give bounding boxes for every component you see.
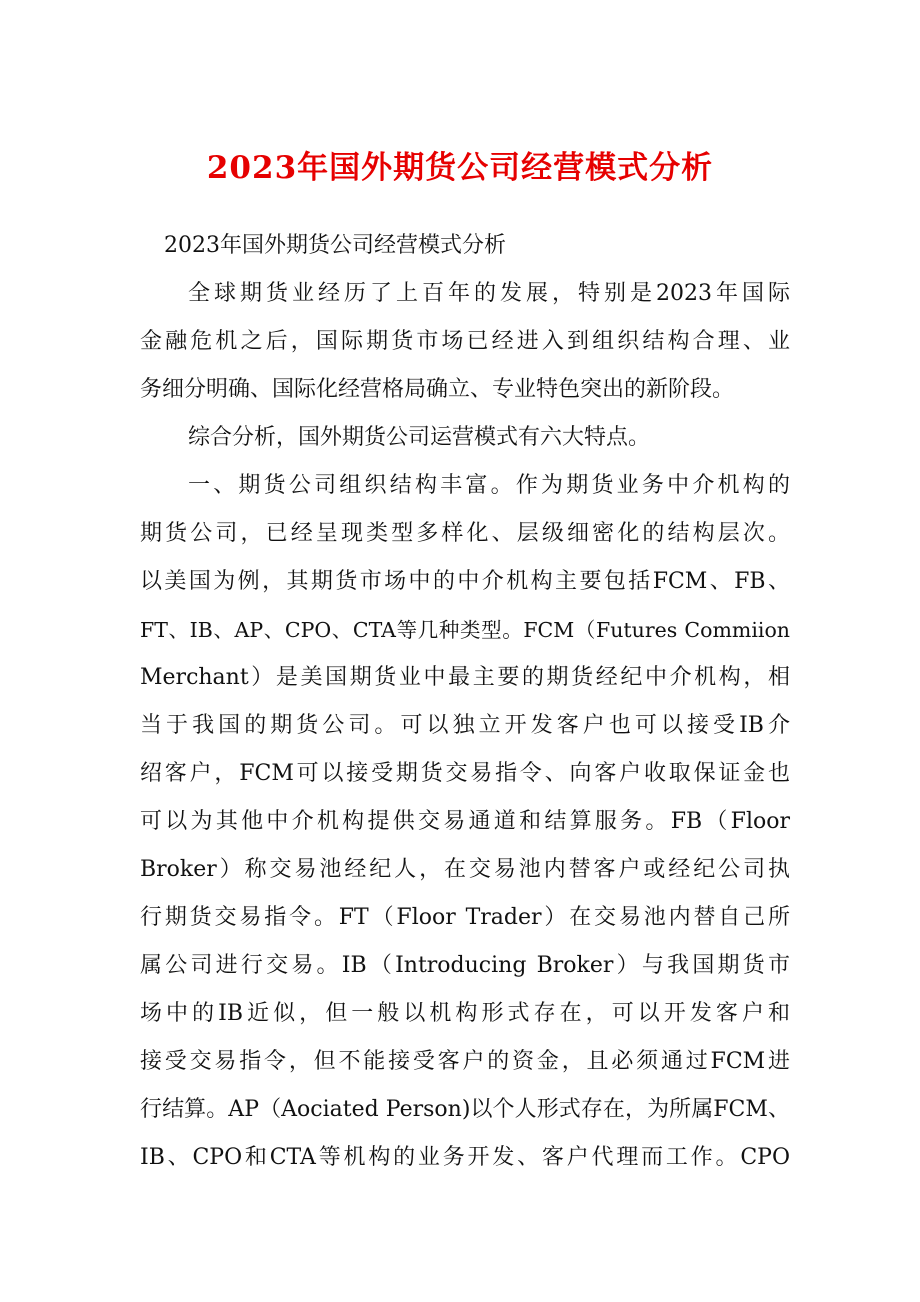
paragraph-line: 金融危机之后，国际期货市场已经进入到组织结构合理、业 [140,329,790,354]
paragraph-line: 一、期货公司组织结构丰富。作为期货业务中介机构的 [188,473,790,498]
paragraph-line: Merchant）是美国期货业中最主要的期货经纪中介机构，相 [140,665,790,690]
paragraph-line: 场中的IB近似，但一般以机构形式存在，可以开发客户和 [140,1001,790,1026]
paragraph-line: 务细分明确、国际化经营格局确立、专业特色突出的新阶段。 [140,377,735,402]
document-subtitle: 2023年国外期货公司经营模式分析 [164,233,506,258]
paragraph-line: 行期货交易指令。FT（Floor Trader）在交易池内替自己所 [140,905,790,930]
paragraph-line: 综合分析，国外期货公司运营模式有六大特点。 [188,425,651,450]
paragraph-line: 当于我国的期货公司。可以独立开发客户也可以接受IB介 [140,713,790,738]
paragraph-line: 绍客户，FCM可以接受期货交易指令、向客户收取保证金也 [140,761,790,786]
paragraph-line: 接受交易指令，但不能接受客户的资金，且必须通过FCM进 [140,1049,790,1074]
paragraph-line: 以美国为例，其期货市场中的中介机构主要包括FCM、FB、 [140,569,790,594]
paragraph-line: FT、IB、AP、CPO、CTA等几种类型。FCM（Futures Commiion [140,618,790,642]
document-title: 2023年国外期货公司经营模式分析 [206,150,714,186]
paragraph-line: Broker）称交易池经纪人，在交易池内替客户或经纪公司执 [140,857,790,882]
paragraph-line: 期货公司，已经呈现类型多样化、层级细密化的结构层次。 [140,521,790,546]
paragraph-line: 全球期货业经历了上百年的发展，特别是2023年国际 [188,281,790,306]
paragraph-line: 属公司进行交易。IB（Introducing Broker）与我国期货市 [140,953,790,978]
paragraph-line: IB、CPO和CTA等机构的业务开发、客户代理而工作。CPO [140,1145,790,1170]
paragraph-line: 可以为其他中介机构提供交易通道和结算服务。FB（Floor [140,809,790,834]
paragraph-line: 行结算。AP（Aociated Person)以个人形式存在，为所属FCM、 [140,1097,790,1122]
